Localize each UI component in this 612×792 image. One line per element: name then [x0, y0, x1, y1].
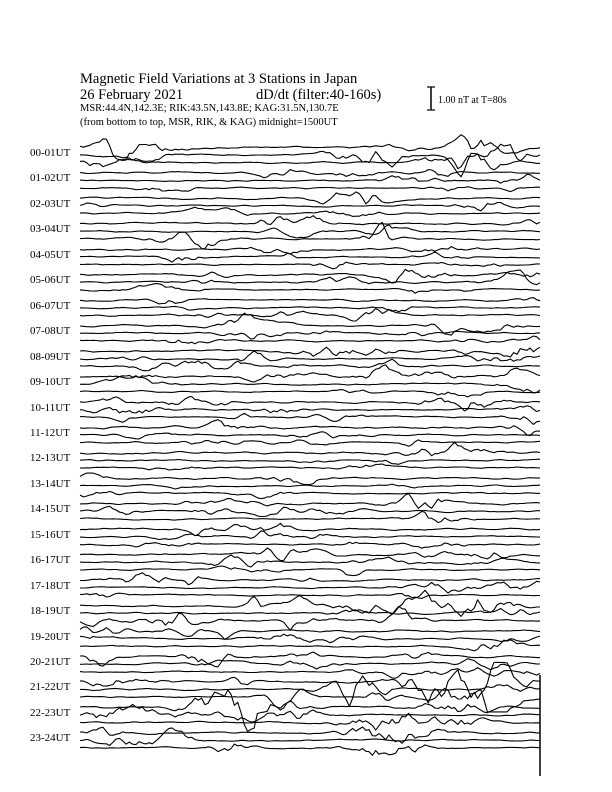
trace-rik-15-16UT [80, 531, 540, 539]
trace-rik-05-06UT [80, 270, 540, 285]
trace-msr-22-23UT [80, 713, 540, 730]
station-order-note: (from bottom to top, MSR, RIK, & KAG) midnight=1500UT [80, 117, 338, 128]
trace-kag-13-14UT [80, 473, 540, 484]
trace-msr-23-24UT [80, 744, 540, 755]
trace-rik-07-08UT [80, 331, 540, 339]
trace-rik-06-07UT [80, 306, 540, 311]
trace-kag-14-15UT [80, 494, 540, 509]
trace-kag-11-12UT [80, 420, 540, 436]
trace-rik-10-11UT [80, 406, 540, 413]
trace-msr-17-18UT [80, 593, 540, 598]
trace-kag-15-16UT [80, 523, 540, 535]
row-label: 16-17UT [30, 554, 71, 567]
trace-msr-00-01UT [80, 154, 540, 170]
row-label: 20-21UT [30, 656, 71, 668]
scale-label: 1.00 nT at T=80s [438, 95, 507, 106]
trace-msr-21-22UT [80, 688, 540, 712]
trace-kag-09-10UT [80, 365, 540, 382]
trace-kag-01-02UT [80, 170, 540, 178]
row-label: 05-06UT [30, 274, 71, 287]
trace-rik-11-12UT [80, 432, 540, 439]
trace-rik-23-24UT [80, 728, 540, 746]
trace-msr-13-14UT [80, 491, 540, 498]
row-label: 13-14UT [30, 477, 71, 490]
row-label: 07-08UT [30, 325, 71, 338]
row-label: 14-15UT [30, 503, 71, 516]
row-label: 09-10UT [30, 376, 71, 389]
trace-kag-16-17UT [80, 548, 540, 560]
row-label: 23-24UT [30, 732, 71, 745]
trace-kag-06-07UT [80, 298, 540, 304]
trace-msr-02-03UT [80, 207, 540, 216]
trace-kag-19-20UT [80, 627, 540, 639]
trace-msr-05-06UT [80, 284, 540, 294]
trace-msr-01-02UT [80, 187, 540, 192]
trace-msr-20-21UT [80, 668, 540, 679]
trace-msr-16-17UT [80, 566, 540, 576]
row-label: 21-22UT [30, 681, 71, 694]
trace-msr-19-20UT [80, 640, 540, 651]
row-label: 22-23UT [30, 706, 71, 719]
trace-msr-10-11UT [80, 413, 540, 424]
trace-msr-09-10UT [80, 390, 540, 397]
trace-kag-03-04UT [80, 216, 540, 225]
trace-rik-20-21UT [80, 659, 540, 670]
row-label: 18-19UT [30, 605, 71, 618]
row-label: 19-20UT [30, 630, 71, 643]
trace-rik-04-05UT [80, 252, 540, 262]
chart-title: Magnetic Field Variations at 3 Stations in Japan [80, 71, 358, 87]
trace-rik-14-15UT [80, 506, 540, 516]
trace-msr-04-05UT [80, 262, 540, 269]
trace-kag-23-24UT [80, 727, 540, 743]
trace-kag-04-05UT [80, 247, 540, 254]
scale-bar [427, 87, 435, 110]
trace-msr-11-12UT [80, 440, 540, 446]
trace-msr-15-16UT [80, 542, 540, 548]
row-label: 06-07UT [30, 299, 71, 312]
row-label: 04-05UT [30, 248, 71, 261]
trace-rik-02-03UT [80, 203, 540, 211]
row-label: 02-03UT [30, 197, 71, 210]
trace-kag-02-03UT [80, 192, 540, 204]
trace-rik-21-22UT [80, 676, 540, 707]
chart-mode: dD/dt (filter:40-160s) [256, 87, 382, 103]
trace-kag-17-18UT [80, 573, 540, 585]
row-label: 12-13UT [30, 452, 71, 465]
row-label: 08-09UT [30, 350, 71, 363]
trace-rik-12-13UT [80, 459, 540, 464]
trace-msr-12-13UT [80, 464, 540, 470]
trace-msr-08-09UT [80, 359, 540, 371]
trace-msr-14-15UT [80, 511, 540, 522]
chart-date: 26 February 2021 [80, 87, 184, 103]
trace-rik-01-02UT [80, 174, 540, 183]
trace-group [80, 135, 540, 776]
row-label: 00-01UT [30, 147, 71, 159]
trace-msr-07-08UT [80, 336, 540, 344]
trace-rik-17-18UT [80, 581, 540, 593]
row-label: 03-04UT [30, 223, 71, 236]
row-label: 11-12UT [30, 426, 70, 439]
trace-rik-19-20UT [80, 634, 540, 643]
trace-rik-09-10UT [80, 375, 540, 393]
row-label: 01-02UT [30, 172, 71, 185]
trace-msr-18-19UT [80, 606, 540, 630]
row-label: 10-11UT [30, 401, 70, 414]
trace-rik-16-17UT [80, 555, 540, 567]
row-label: 15-16UT [30, 528, 71, 541]
trace-rik-03-04UT [80, 225, 540, 238]
trace-msr-06-07UT [80, 309, 540, 322]
station-list: MSR:44.4N,142.3E; RIK:43.5N,143.8E; KAG:31.5N,130.7E [80, 103, 339, 114]
row-label: 17-18UT [30, 579, 71, 592]
trace-kag-08-09UT [80, 347, 540, 357]
